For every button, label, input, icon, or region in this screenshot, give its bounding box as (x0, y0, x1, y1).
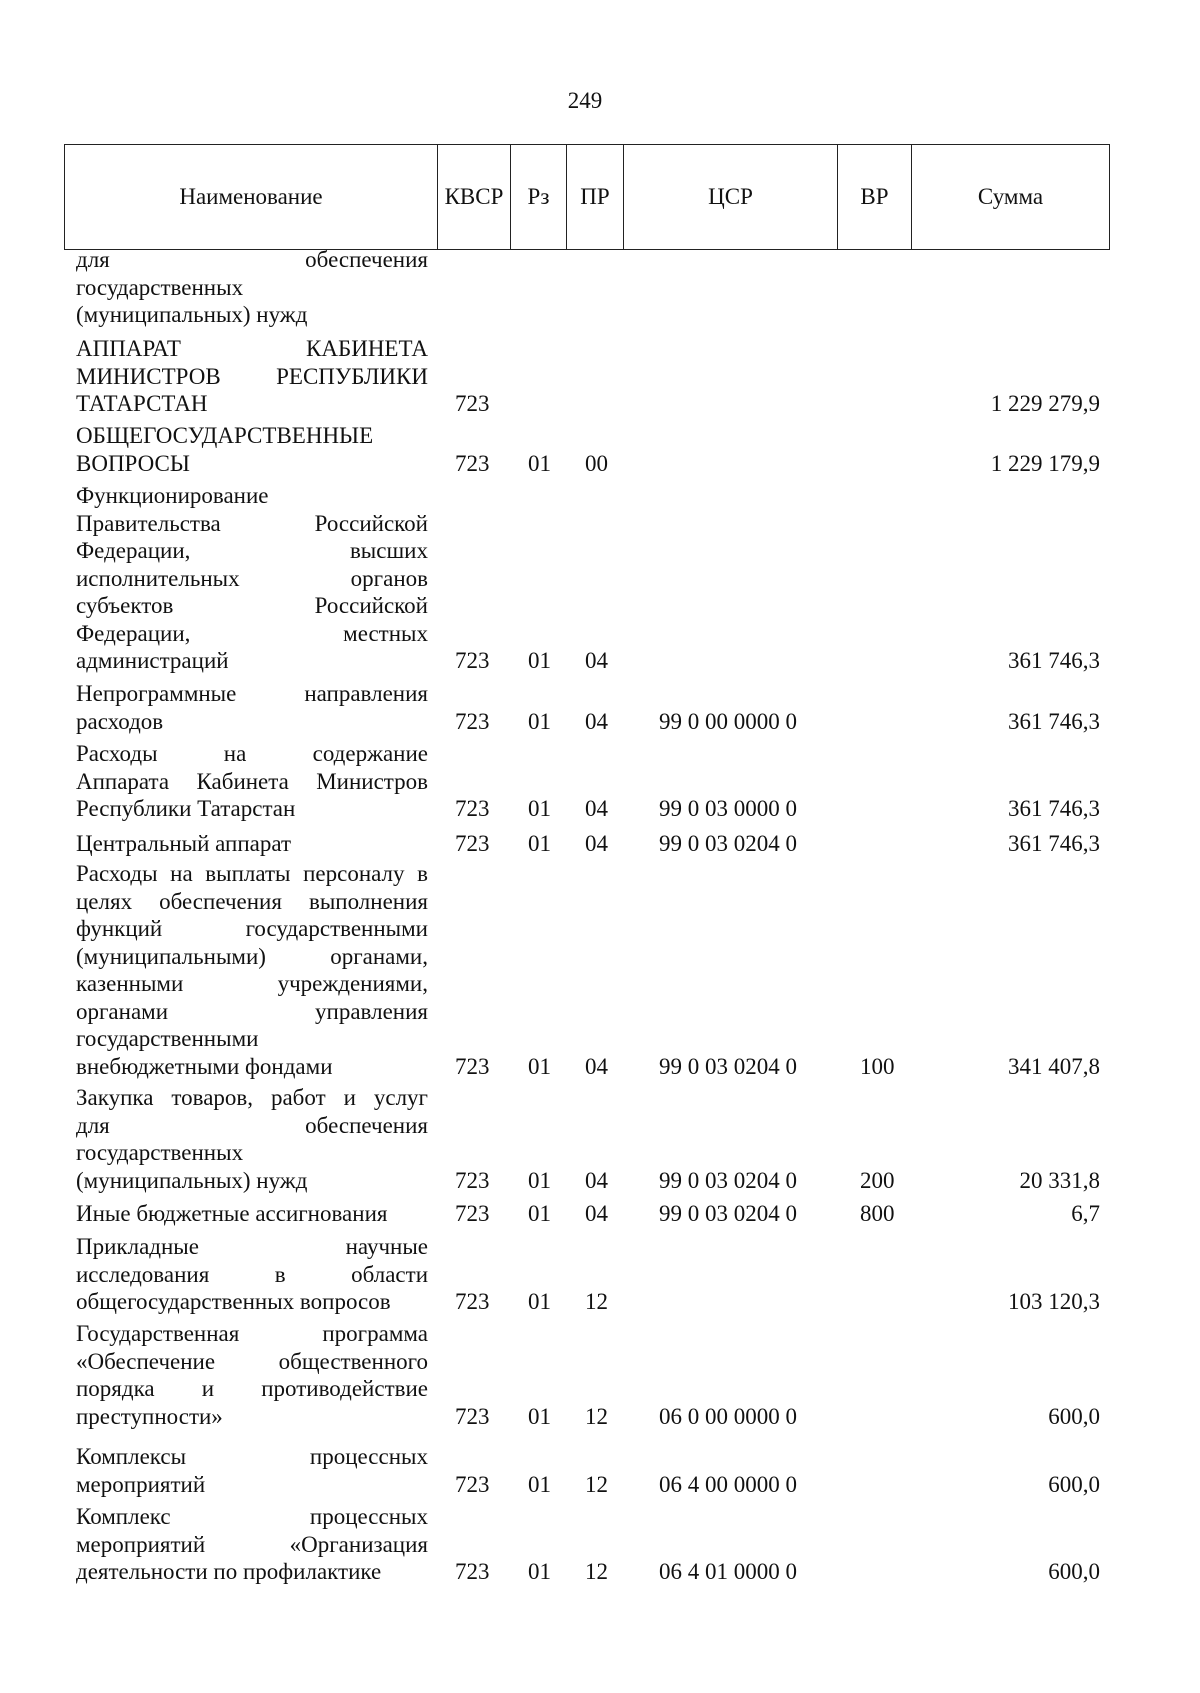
vr-cell: 200 (860, 1167, 895, 1193)
pr-cell: 12 (585, 1559, 608, 1584)
row-name-line: субъектов Российской (76, 593, 428, 618)
header-sum: Сумма (977, 184, 1044, 209)
row-name (76, 1233, 428, 1316)
row-name-line: органами управления (76, 998, 428, 1024)
rz-cell: 01 (528, 831, 551, 856)
row-name (76, 1200, 428, 1228)
kvsr-cell: 723 (455, 1559, 490, 1584)
csr-cell: 06 0 00 0000 0 (659, 1403, 797, 1429)
sum-cell: 600,0 (1048, 1559, 1100, 1584)
row-name-line: Расходы на выплаты персоналу в (76, 861, 428, 886)
kvsr-cell: 723 (455, 1167, 490, 1193)
pr-cell: 04 (585, 831, 608, 856)
row-name-line: Функционирование (76, 483, 269, 508)
rz-cell: 01 (528, 1559, 551, 1584)
kvsr-cell: 723 (455, 1053, 490, 1079)
row-name-line: ТАТАРСТАН (76, 391, 208, 416)
pr-cell: 12 (585, 1289, 608, 1314)
kvsr-cell: 723 (455, 450, 490, 476)
row-name-line: внебюджетными фондами (76, 1053, 333, 1079)
row-name-line: мероприятий «Организация (76, 1531, 428, 1557)
row-name-line: (муниципальных) нужд (76, 302, 308, 327)
sum-cell: 103 120,3 (1008, 1289, 1100, 1314)
row-name-line: для обеспечения (76, 1112, 428, 1138)
kvsr-cell: 723 (455, 1403, 490, 1429)
sum-cell: 361 746,3 (1008, 708, 1100, 734)
row-name-line: Прикладные научные (76, 1234, 428, 1259)
pr-cell: 00 (585, 450, 608, 476)
row-name (76, 1084, 428, 1194)
row-name-line: исследования в области (76, 1261, 428, 1287)
row-name-line: государственными (76, 1026, 259, 1051)
row-name-line: расходов (76, 708, 164, 734)
row-name-line: государственных (76, 1140, 244, 1165)
sum-cell: 1 229 179,9 (990, 450, 1100, 476)
row-name-line: Центральный аппарат (76, 831, 292, 856)
row-name (76, 1443, 428, 1498)
rz-cell: 01 (528, 1053, 551, 1079)
row-name-line: Непрограммные направления (76, 681, 428, 706)
row-name-line: целях обеспечения выполнения (76, 888, 428, 914)
row-name (76, 335, 428, 418)
row-name-line: Федерации, высших (76, 538, 428, 563)
row-name-line: Расходы на содержание (76, 741, 428, 766)
row-name-line: АППАРАТ КАБИНЕТА (76, 336, 428, 361)
row-name-line: Республики Татарстан (76, 796, 296, 821)
rz-cell: 01 (528, 1289, 551, 1314)
row-name-line: общегосударственных вопросов (76, 1289, 391, 1314)
rz-cell: 01 (528, 1201, 551, 1226)
pr-cell: 12 (585, 1471, 608, 1497)
vr-cell: 800 (860, 1201, 895, 1226)
kvsr-cell: 723 (455, 831, 490, 856)
rz-cell: 01 (528, 648, 551, 673)
row-name-line: Правительства Российской (76, 510, 428, 536)
row-name-line: Аппарата Кабинета Министров (76, 768, 428, 794)
rz-cell: 01 (528, 796, 551, 821)
header-csr: ЦСР (624, 145, 838, 249)
row-name-line: исполнительных органов (76, 565, 428, 591)
pr-cell: 04 (585, 796, 608, 821)
row-name-line: Федерации, местных (76, 620, 428, 646)
row-name (76, 680, 428, 735)
kvsr-cell: 723 (455, 796, 490, 821)
rz-cell: 01 (528, 450, 551, 476)
page-number: 249 (567, 88, 603, 113)
header-pr: ПР (567, 145, 624, 249)
sum-cell: 1 229 279,9 (990, 391, 1100, 416)
row-name-line: Закупка товаров, работ и услуг (76, 1085, 428, 1110)
kvsr-cell: 723 (455, 1289, 490, 1314)
row-name-line: функций государственными (76, 916, 428, 941)
csr-cell: 99 0 00 0000 0 (659, 708, 797, 734)
row-name (76, 1320, 428, 1430)
sum-cell: 600,0 (1048, 1403, 1100, 1429)
sum-cell: 361 746,3 (1008, 831, 1100, 856)
row-name-line: преступности» (76, 1403, 223, 1429)
row-name (76, 246, 428, 329)
kvsr-cell: 723 (455, 708, 490, 734)
row-name-line: порядка и противодействие (76, 1376, 428, 1401)
row-name-line: (муниципальных) нужд (76, 1167, 308, 1193)
row-name-line: Государственная программа (76, 1321, 428, 1346)
row-name-line: МИНИСТРОВ РЕСПУБЛИКИ (76, 363, 428, 389)
kvsr-cell: 723 (455, 648, 490, 673)
row-name (76, 482, 428, 675)
row-name (76, 740, 428, 823)
row-name-line: государственных (76, 274, 244, 300)
row-name-line: «Обеспечение общественного (76, 1348, 428, 1374)
row-name-line: ОБЩЕГОСУДАРСТВЕННЫЕ (76, 423, 374, 448)
csr-cell: 99 0 03 0204 0 (659, 1201, 797, 1226)
row-name-line: деятельности по профилактике (76, 1559, 382, 1584)
header-kvsr: КВСР (438, 145, 511, 249)
kvsr-cell: 723 (455, 1201, 490, 1226)
row-name-line: для обеспечения (76, 247, 428, 272)
row-name-line: Комплексы процессных (76, 1444, 428, 1469)
row-name-line: Комплекс процессных (76, 1504, 428, 1529)
pr-cell: 04 (585, 1201, 608, 1226)
row-name (76, 1503, 428, 1586)
header-vr: ВР (838, 145, 912, 249)
csr-cell: 99 0 03 0204 0 (659, 831, 797, 856)
rz-cell: 01 (528, 1167, 551, 1193)
rz-cell: 01 (528, 1471, 551, 1497)
sum-cell: 361 746,3 (1008, 796, 1100, 821)
row-name (76, 830, 428, 858)
sum-cell: 6,7 (1071, 1201, 1100, 1226)
sum-cell: 341 407,8 (1008, 1053, 1100, 1079)
row-name-line: Иные бюджетные ассигнования (76, 1201, 388, 1226)
row-name-line: мероприятий (76, 1471, 206, 1497)
row-name (76, 422, 428, 477)
csr-cell: 99 0 03 0204 0 (659, 1053, 797, 1079)
row-name-line: казенными учреждениями, (76, 971, 428, 996)
pr-cell: 04 (585, 708, 608, 734)
sum-cell: 361 746,3 (1008, 648, 1100, 673)
csr-cell: 06 4 00 0000 0 (659, 1471, 797, 1497)
csr-cell: 99 0 03 0204 0 (659, 1167, 797, 1193)
pr-cell: 12 (585, 1403, 608, 1429)
header-rz: Рз (511, 145, 567, 249)
row-name-line: (муниципальными) органами, (76, 943, 428, 969)
rz-cell: 01 (528, 708, 551, 734)
kvsr-cell: 723 (455, 1471, 490, 1497)
sum-cell: 600,0 (1048, 1471, 1100, 1497)
vr-cell: 100 (860, 1053, 895, 1079)
rz-cell: 01 (528, 1403, 551, 1429)
sum-cell: 20 331,8 (1019, 1167, 1100, 1193)
header-name: Наименование (65, 145, 438, 249)
csr-cell: 06 4 01 0000 0 (659, 1559, 797, 1584)
kvsr-cell: 723 (455, 391, 490, 416)
csr-cell: 99 0 03 0000 0 (659, 796, 797, 821)
row-name (76, 860, 428, 1080)
pr-cell: 04 (585, 1167, 608, 1193)
row-name-line: администраций (76, 648, 229, 673)
pr-cell: 04 (585, 648, 608, 673)
row-name-line: ВОПРОСЫ (76, 450, 190, 476)
pr-cell: 04 (585, 1053, 608, 1079)
